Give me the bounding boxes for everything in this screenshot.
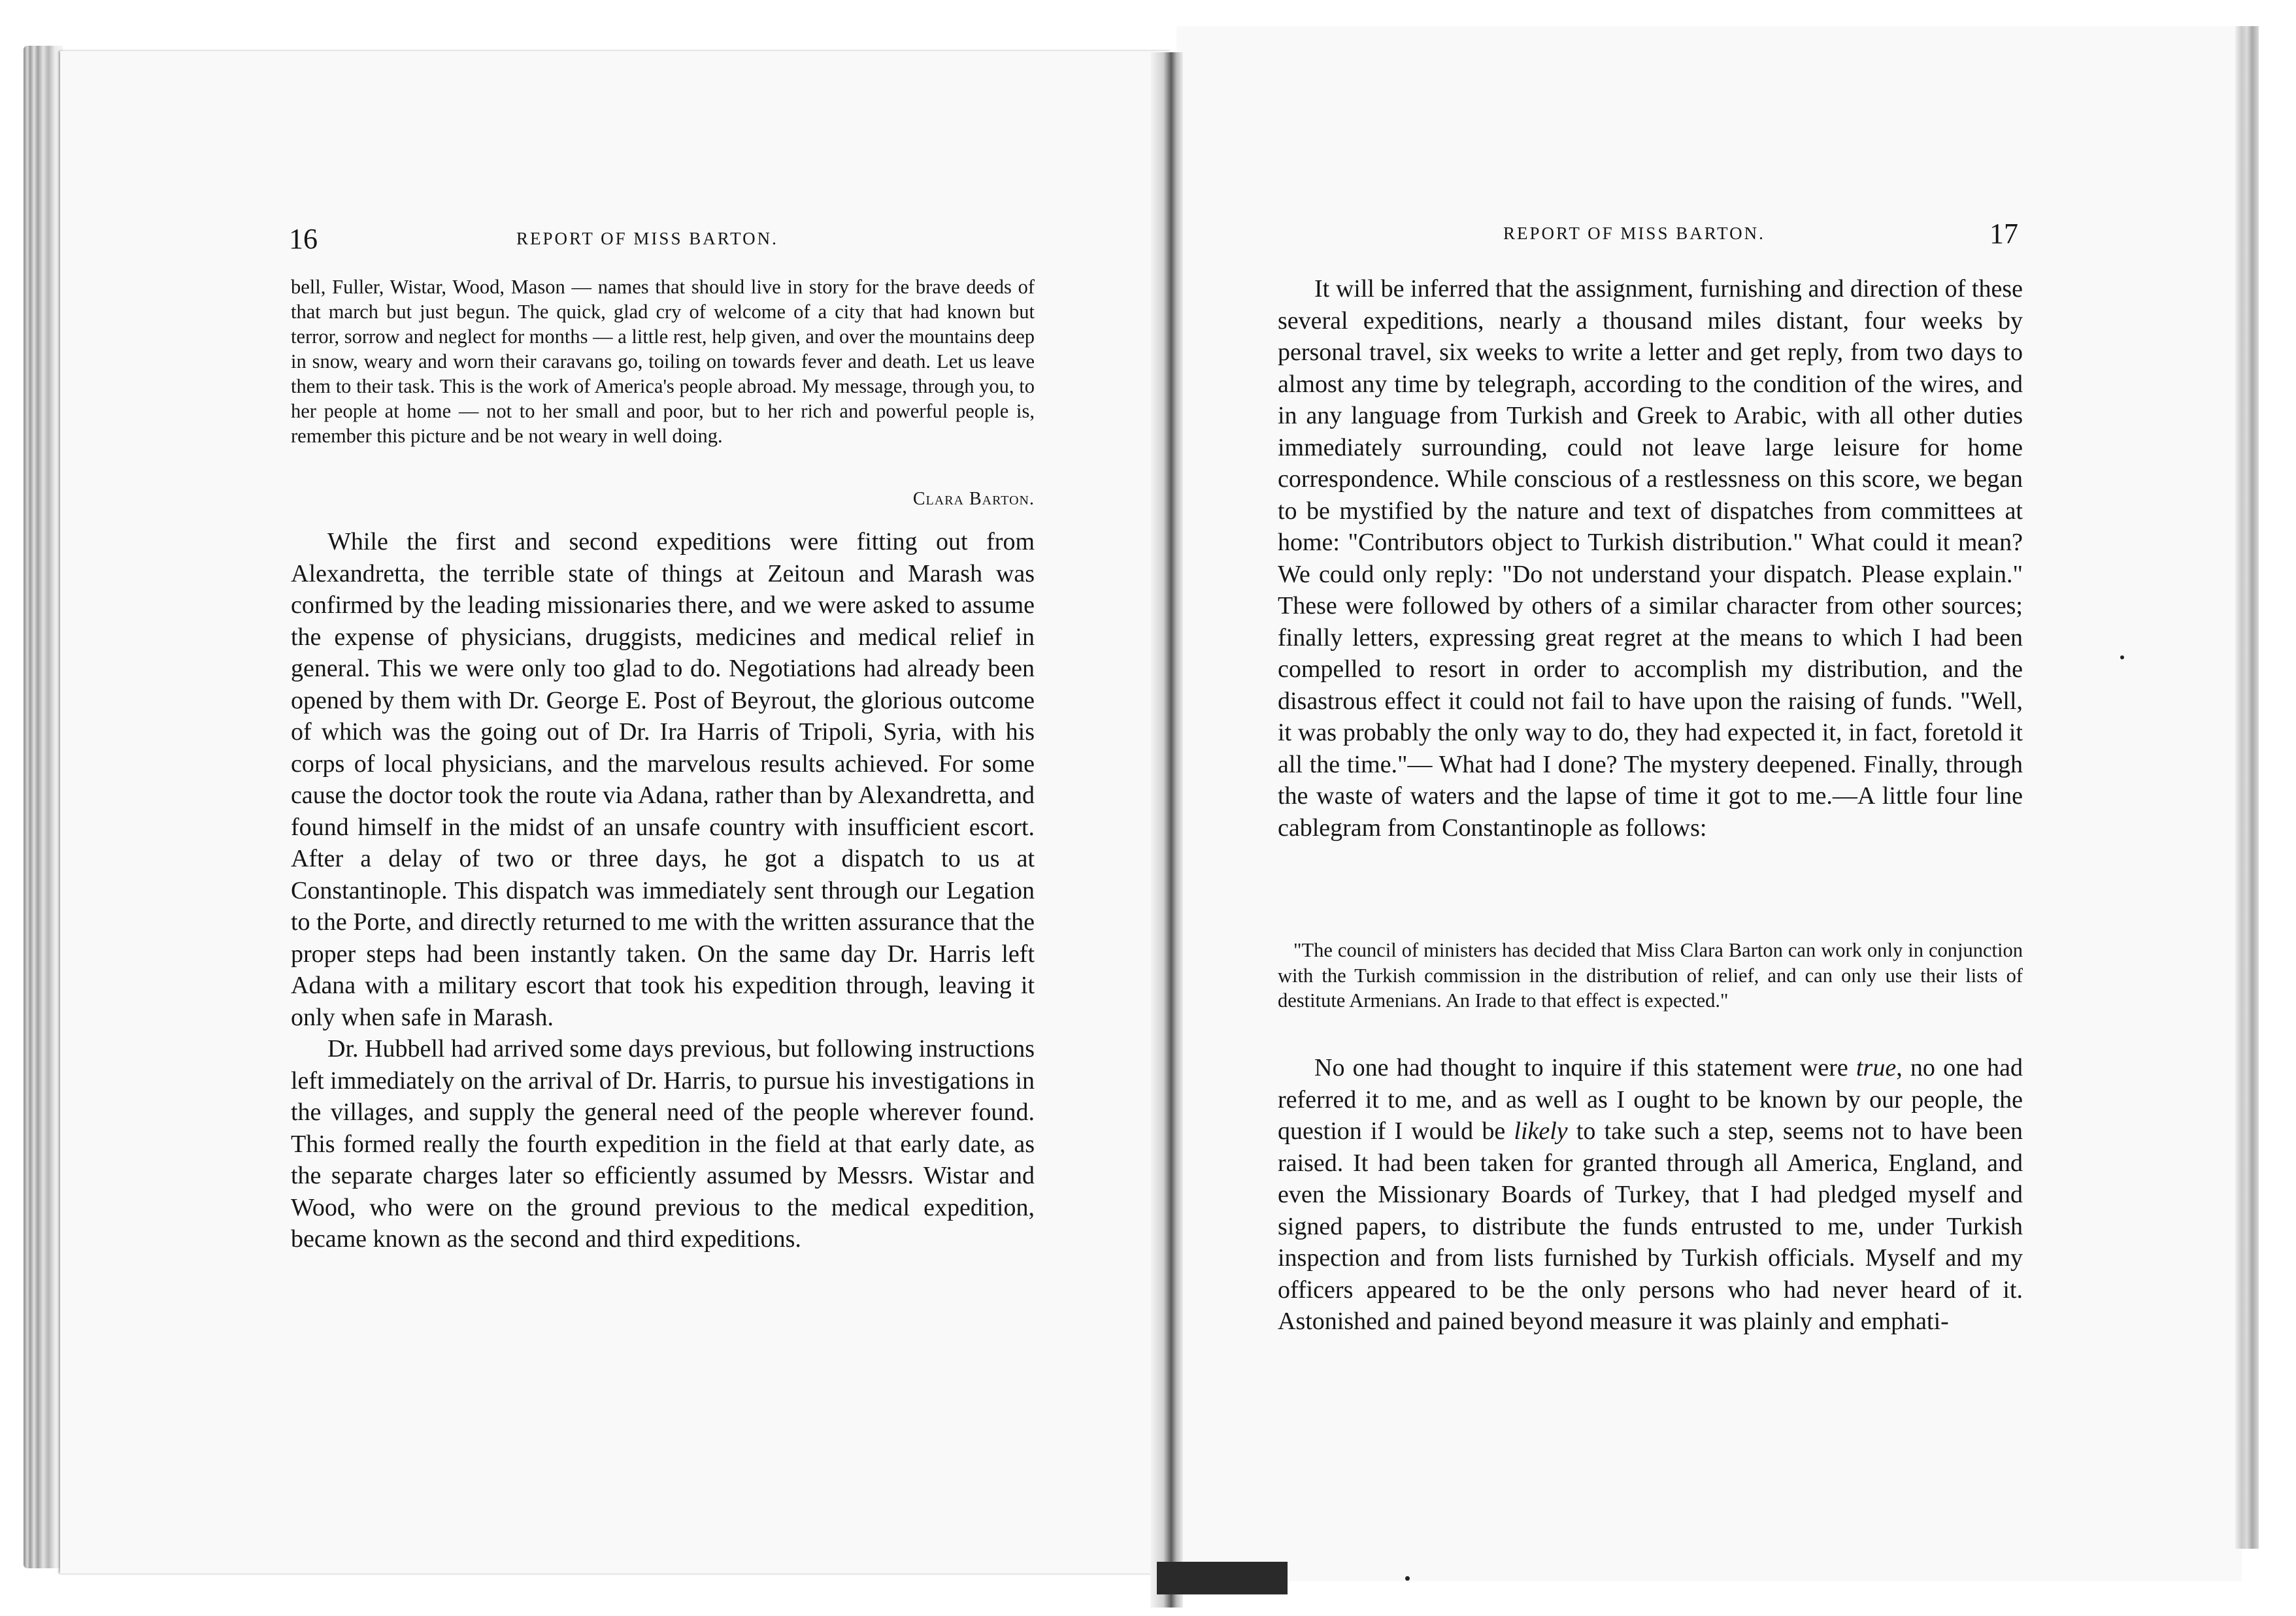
text-run: to take such a step, seems not to have been raised. It had been taken for granted through all America, England, and even the Missionary Boards of Turkey, that I had pledged myself and signed papers, to distribute the funds entrusted to me, under Turkish inspection and from lists furnished by Turkish officials. Myself and my officers appeared to be the only persons who had never heard of it. Astonished and pained beyond measure it was plainly and emphati- [1278,1117,2023,1335]
left-body [291,526,1035,1255]
paragraph [1278,1052,2023,1338]
right-body-bottom [1278,1052,2023,1338]
emphasis-likely: likely [1514,1117,1568,1145]
text-run: No one had thought to inquire if this statement were [1314,1054,1856,1081]
spine-shadow [1157,1562,1288,1594]
book-page-edges-right [2235,26,2259,1549]
quote-text: "The council of ministers has decided that Miss Clara Barton can work only in conjunction with the Turkish commission in the distribution of relief, and can only use their lists of destitute Armenians. An Irade to that effect is expected." [1278,939,2023,1012]
paragraph: While the first and second expeditions were fitting out from Alexandretta, the terrible state of things at Zeitoun and Marash was confirmed by the leading missionaries there, and we were asked to assume the expense of physicians, druggists, medicines and medical relief in general. This we were only too glad to do. Negotiations had already been opened by them with Dr. George E. Post of Beyrout, the glorious outcome of which was the going out of Dr. Ira Harris of Tripoli, Syria, with his corps of local physicians, and the marvelous results achieved. For some cause the doctor took the route via Adana, rather than by Alexandretta, and found himself in the midst of an unsafe country with insufficient escort. After a delay of two or three days, he got a dispatch to us at Constantinople. This dispatch was immediately sent through our Legation to the Porte, and directly returned to me with the written assurance that the proper steps had been instantly taken. On the same day Dr. Harris left Adana with a military escort that took his expedition through, leaving it only when safe in Marash. [291,528,1035,1031]
paragraph: Dr. Hubbell had arrived some days previous, but following instructions left immediately on the arrival of Dr. Harris, to pursue his investigations in the villages, and supply the general need of the people wherever found. This formed really the fourth expedition in the field at that early date, as the separate charges later so efficiently assumed by Messrs. Wistar and Wood, who were on the ground previous to the medical expedition, became known as the second and third expeditions. [291,1035,1035,1253]
emphasis-true: true [1855,1054,1897,1081]
book-gutter [1150,52,1183,1608]
letter-text: bell, Fuller, Wistar, Wood, Mason — names that should live in story for the brave deeds of that march but just begun. The quick, glad cry of welcome of a city that had known but terror, sorrow and neglect for months — a little rest, help given, and over the mountains deep in snow, weary and worn their caravans go, toiling on towards fever and death. Let us leave them to their task. This is the work of America's people abroad. My message, through you, to her people at home — not to her small and poor, but to her rich and powerful people is, remember this picture and be not weary in well doing. [291,276,1035,447]
speck [1405,1576,1410,1581]
right-running-head: REPORT OF MISS BARTON. [1503,223,1765,243]
signature: Clara Barton. [912,489,1035,509]
left-page-number: 16 [289,223,318,255]
speck [2120,655,2124,659]
right-page-number: 17 [1989,218,2018,250]
left-running-head: REPORT OF MISS BARTON. [516,229,778,248]
text-run: , no one had referred it to me, and as well as I ought to be known by our people, the question if I would be [1278,1054,2023,1145]
paragraph: It will be inferred that the assignment, furnishing and direction of these several expeditions, nearly a thousand miles distant, four weeks by personal travel, six weeks to write a letter and get reply, from two days to almost any time by telegraph, according to the condition of the wires, and in any language from Turkish and Greek to Arabic, with all other duties immediately surrounding, could not leave large leisure for home correspondence. While conscious of a restlessness on this score, we began to be mystified by the nature and text of dispatches from committees at home: "Contributors object to Turkish distribution." What could it mean? We could only reply: "Do not understand your dispatch. Please explain." These were followed by others of a similar character from other sources; finally letters, expressing great regret at the means to which I had been compelled to resort in order to accomplish my distribution, and the disastrous effect it could not fail to have upon the raising of funds. "Well, it was probably the only way to do, they had expected it, in fact, foretold it all the time."— What had I done? The mystery deepened. Finally, through the waste of waters and the lapse of time it got to me.—A little four line cablegram from Constantinople as follows: [1278,275,2023,842]
book-page-edges-left [24,46,63,1568]
right-body-top [1278,273,2023,844]
letter-excerpt [291,274,1035,510]
cablegram-quote [1278,938,2023,1014]
